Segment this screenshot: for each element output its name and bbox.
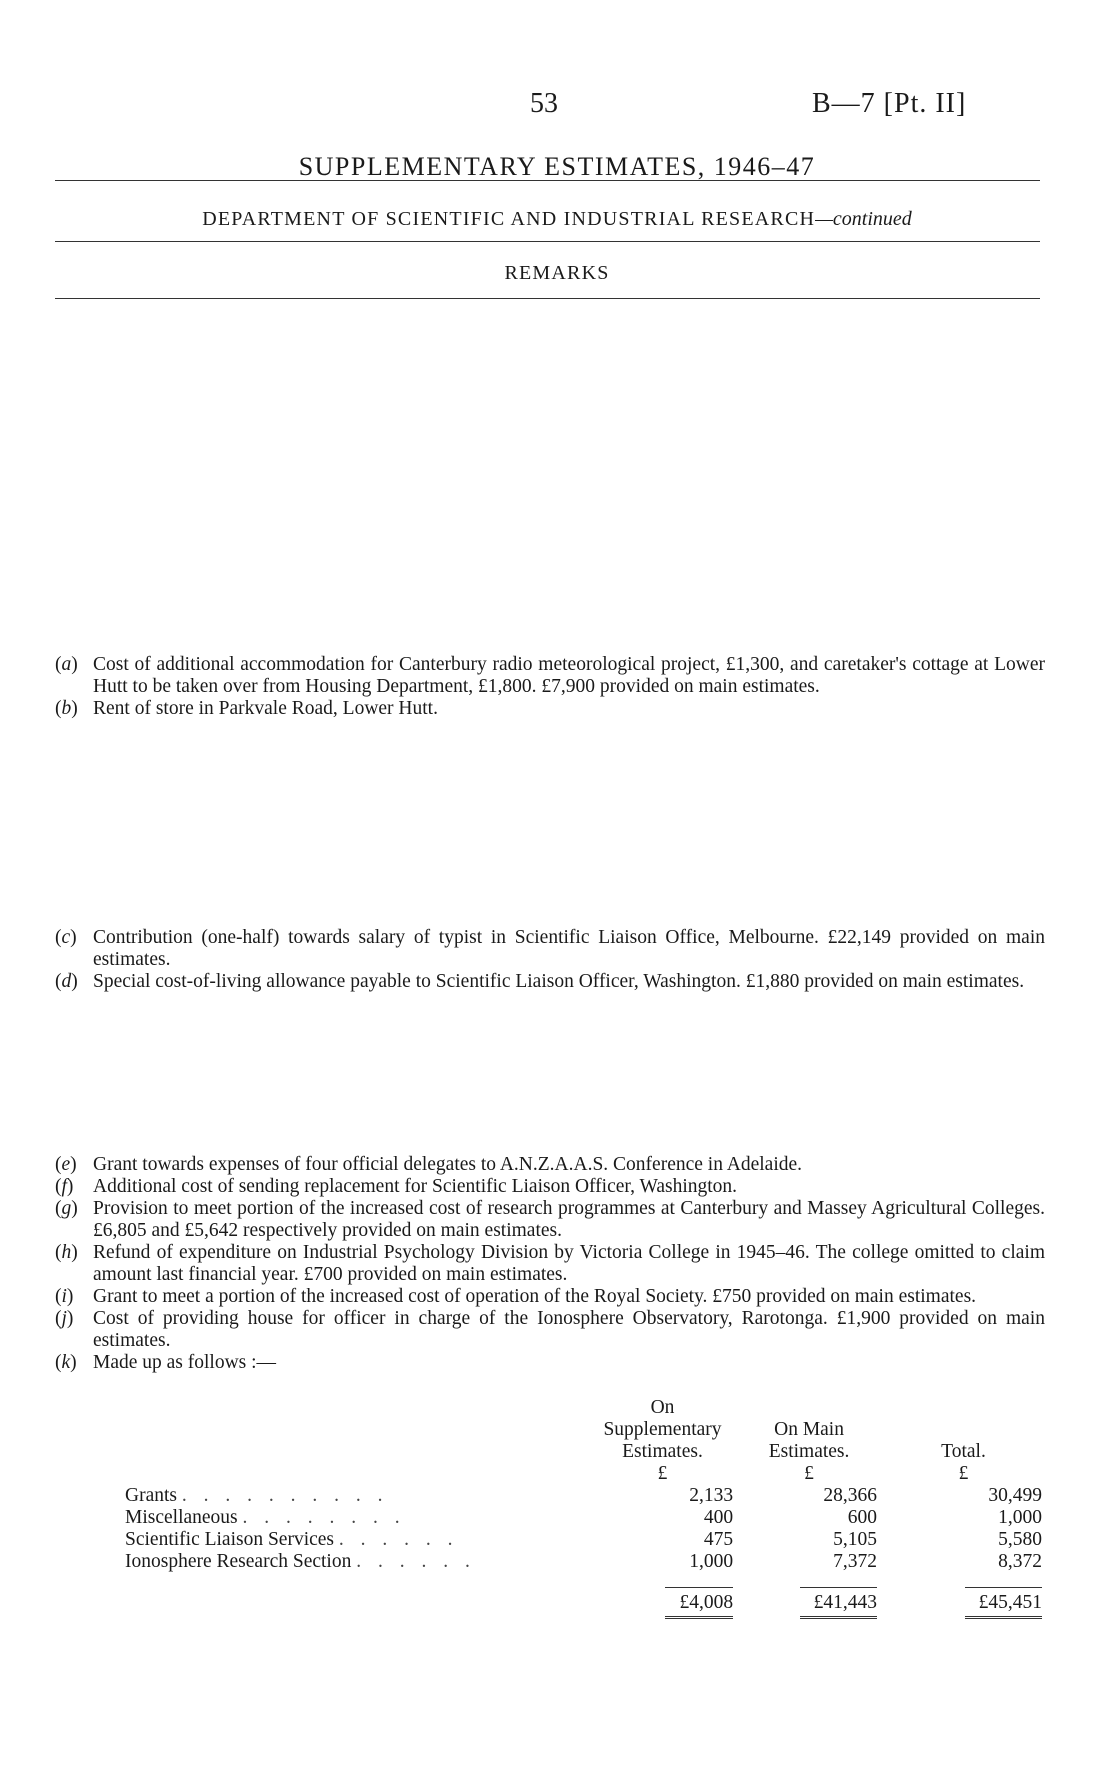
page-number: 53 bbox=[530, 88, 558, 119]
cell-supp: 2,133 bbox=[689, 1485, 734, 1506]
note-i-label: ( i ) bbox=[55, 1286, 73, 1308]
note-e bbox=[55, 1154, 1045, 1176]
page-reference: B—7 [Pt. II] bbox=[812, 88, 967, 119]
note-j bbox=[55, 1308, 1045, 1352]
table-header-row bbox=[55, 1397, 1050, 1463]
total-supp-cell bbox=[592, 1573, 741, 1619]
cell-main: 600 bbox=[847, 1507, 878, 1528]
note-j-label: ( j ) bbox=[55, 1308, 73, 1330]
header-main bbox=[741, 1397, 885, 1463]
note-b bbox=[55, 698, 1045, 720]
note-a-text: Cost of additional accommodation for Canterbury radio meteorological project, £1,300, and caretaker's cottage at Lower Hutt to be taken over from Housing Department, £1,800. £7,900 provided on main estimates. bbox=[93, 654, 1045, 697]
row-label bbox=[55, 1551, 592, 1573]
note-b-text: Rent of store in Parkvale Road, Lower Hutt. bbox=[93, 698, 438, 719]
page-title: SUPPLEMENTARY ESTIMATES, 1946–47 bbox=[298, 152, 816, 181]
header-total: Total. bbox=[941, 1441, 986, 1462]
note-g-label: ( g ) bbox=[55, 1198, 78, 1220]
totals-row bbox=[55, 1573, 1050, 1619]
note-f bbox=[55, 1176, 1045, 1198]
total-grand: £45,451 bbox=[965, 1587, 1042, 1619]
cell-main: 28,366 bbox=[823, 1485, 878, 1506]
note-h bbox=[55, 1242, 1045, 1286]
department-continued: —continued bbox=[815, 208, 912, 230]
row-label bbox=[55, 1529, 592, 1551]
cell-total: 1,000 bbox=[998, 1507, 1042, 1528]
cell-main: 5,105 bbox=[833, 1529, 878, 1550]
table-row bbox=[55, 1507, 1050, 1529]
note-f-label: ( f ) bbox=[55, 1176, 73, 1198]
leader-dots: . . . . . . bbox=[356, 1551, 476, 1572]
remarks-rule bbox=[55, 298, 1040, 299]
leader-dots: . . . . . . bbox=[338, 1529, 459, 1550]
note-g-text: Provision to meet portion of the increased cost of research programmes at Canterbury and Massey Agricultural Colleges. £6,805 and £5,642 respectively provided on main estimates. bbox=[93, 1198, 1045, 1241]
department-name: DEPARTMENT OF SCIENTIFIC AND INDUSTRIAL RESEARCH bbox=[202, 208, 816, 230]
currency-main: £ bbox=[804, 1463, 814, 1484]
notes-group-ek bbox=[55, 1154, 1045, 1374]
row-label bbox=[55, 1485, 592, 1507]
cell-total: 5,580 bbox=[998, 1529, 1042, 1550]
note-f-text: Additional cost of sending replacement for Scientific Liaison Officer, Washington. bbox=[93, 1176, 738, 1197]
note-k-label: ( k ) bbox=[55, 1352, 77, 1374]
note-b-label: ( b ) bbox=[55, 698, 78, 720]
header-main-line1: On Main bbox=[774, 1419, 844, 1440]
cell-supp: 1,000 bbox=[689, 1551, 734, 1572]
cell-total: 30,499 bbox=[988, 1485, 1042, 1506]
leader-dots: . . . . . . . . . . bbox=[181, 1485, 389, 1506]
note-e-label: ( e ) bbox=[55, 1154, 77, 1176]
note-k bbox=[55, 1352, 1045, 1374]
note-a-label: ( a ) bbox=[55, 654, 78, 676]
header-supplementary bbox=[592, 1397, 741, 1463]
currency-row bbox=[55, 1463, 1050, 1485]
header-main-line2: Estimates. bbox=[768, 1441, 850, 1462]
leader-dots: . . . . . . . . bbox=[242, 1507, 406, 1528]
row-label-text: Scientific Liaison Services bbox=[125, 1529, 335, 1550]
cell-supp: 400 bbox=[703, 1507, 734, 1528]
note-a bbox=[55, 654, 1045, 698]
note-c-label: ( c ) bbox=[55, 927, 77, 949]
cell-total: 8,372 bbox=[998, 1551, 1042, 1572]
note-i-text: Grant to meet a portion of the increased cost of operation of the Royal Society. £750 provided on main estimates. bbox=[93, 1286, 977, 1307]
remarks-heading: REMARKS bbox=[504, 262, 610, 284]
row-label bbox=[55, 1507, 592, 1529]
note-h-text: Refund of expenditure on Industrial Psychology Division by Victoria College in 1945–46. The college omitted to claim amount last financial year. £700 provided on main estimates. bbox=[93, 1242, 1045, 1285]
total-total-cell bbox=[885, 1573, 1050, 1619]
total-main: £41,443 bbox=[800, 1587, 877, 1619]
cell-supp: 475 bbox=[703, 1529, 734, 1550]
note-c-text: Contribution (one-half) towards salary of typist in Scientific Liaison Office, Melbourne. £22,149 provided on main estimates. bbox=[93, 927, 1045, 970]
table-row bbox=[55, 1529, 1050, 1551]
note-k-text: Made up as follows :— bbox=[93, 1352, 277, 1373]
note-d-label: ( d ) bbox=[55, 971, 78, 993]
notes-group-cd bbox=[55, 927, 1045, 993]
currency-supp: £ bbox=[657, 1463, 668, 1484]
table-row bbox=[55, 1485, 1050, 1507]
made-up-table bbox=[55, 1397, 1050, 1619]
header-supp-line1: On Supplementary bbox=[603, 1397, 722, 1440]
title-rule bbox=[55, 180, 1040, 181]
row-label-text: Miscellaneous bbox=[125, 1507, 238, 1528]
note-g bbox=[55, 1198, 1045, 1242]
note-c bbox=[55, 927, 1045, 971]
total-main-cell bbox=[741, 1573, 885, 1619]
note-d bbox=[55, 971, 1045, 993]
total-supp: £4,008 bbox=[665, 1587, 733, 1619]
note-i bbox=[55, 1286, 1045, 1308]
header-blank bbox=[55, 1397, 592, 1463]
notes-group-ab bbox=[55, 654, 1045, 720]
row-label-text: Ionosphere Research Section bbox=[125, 1551, 352, 1572]
note-h-label: ( h ) bbox=[55, 1242, 78, 1264]
cell-main: 7,372 bbox=[833, 1551, 878, 1572]
department-heading bbox=[0, 208, 1114, 231]
note-e-text: Grant towards expenses of four official delegates to A.N.Z.A.A.S. Conference in Adelaide. bbox=[93, 1154, 803, 1175]
note-d-text: Special cost-of-living allowance payable to Scientific Liaison Officer, Washington. £1,880 provided on main estimates. bbox=[93, 971, 1025, 992]
table-row bbox=[55, 1551, 1050, 1573]
department-rule bbox=[55, 241, 1040, 242]
currency-total: £ bbox=[958, 1463, 969, 1484]
header-supp-line2: Estimates. bbox=[622, 1441, 703, 1462]
note-j-text: Cost of providing house for officer in charge of the Ionosphere Observatory, Rarotonga. £1,900 provided on main estimates. bbox=[93, 1308, 1045, 1351]
row-label-text: Grants bbox=[125, 1485, 177, 1506]
